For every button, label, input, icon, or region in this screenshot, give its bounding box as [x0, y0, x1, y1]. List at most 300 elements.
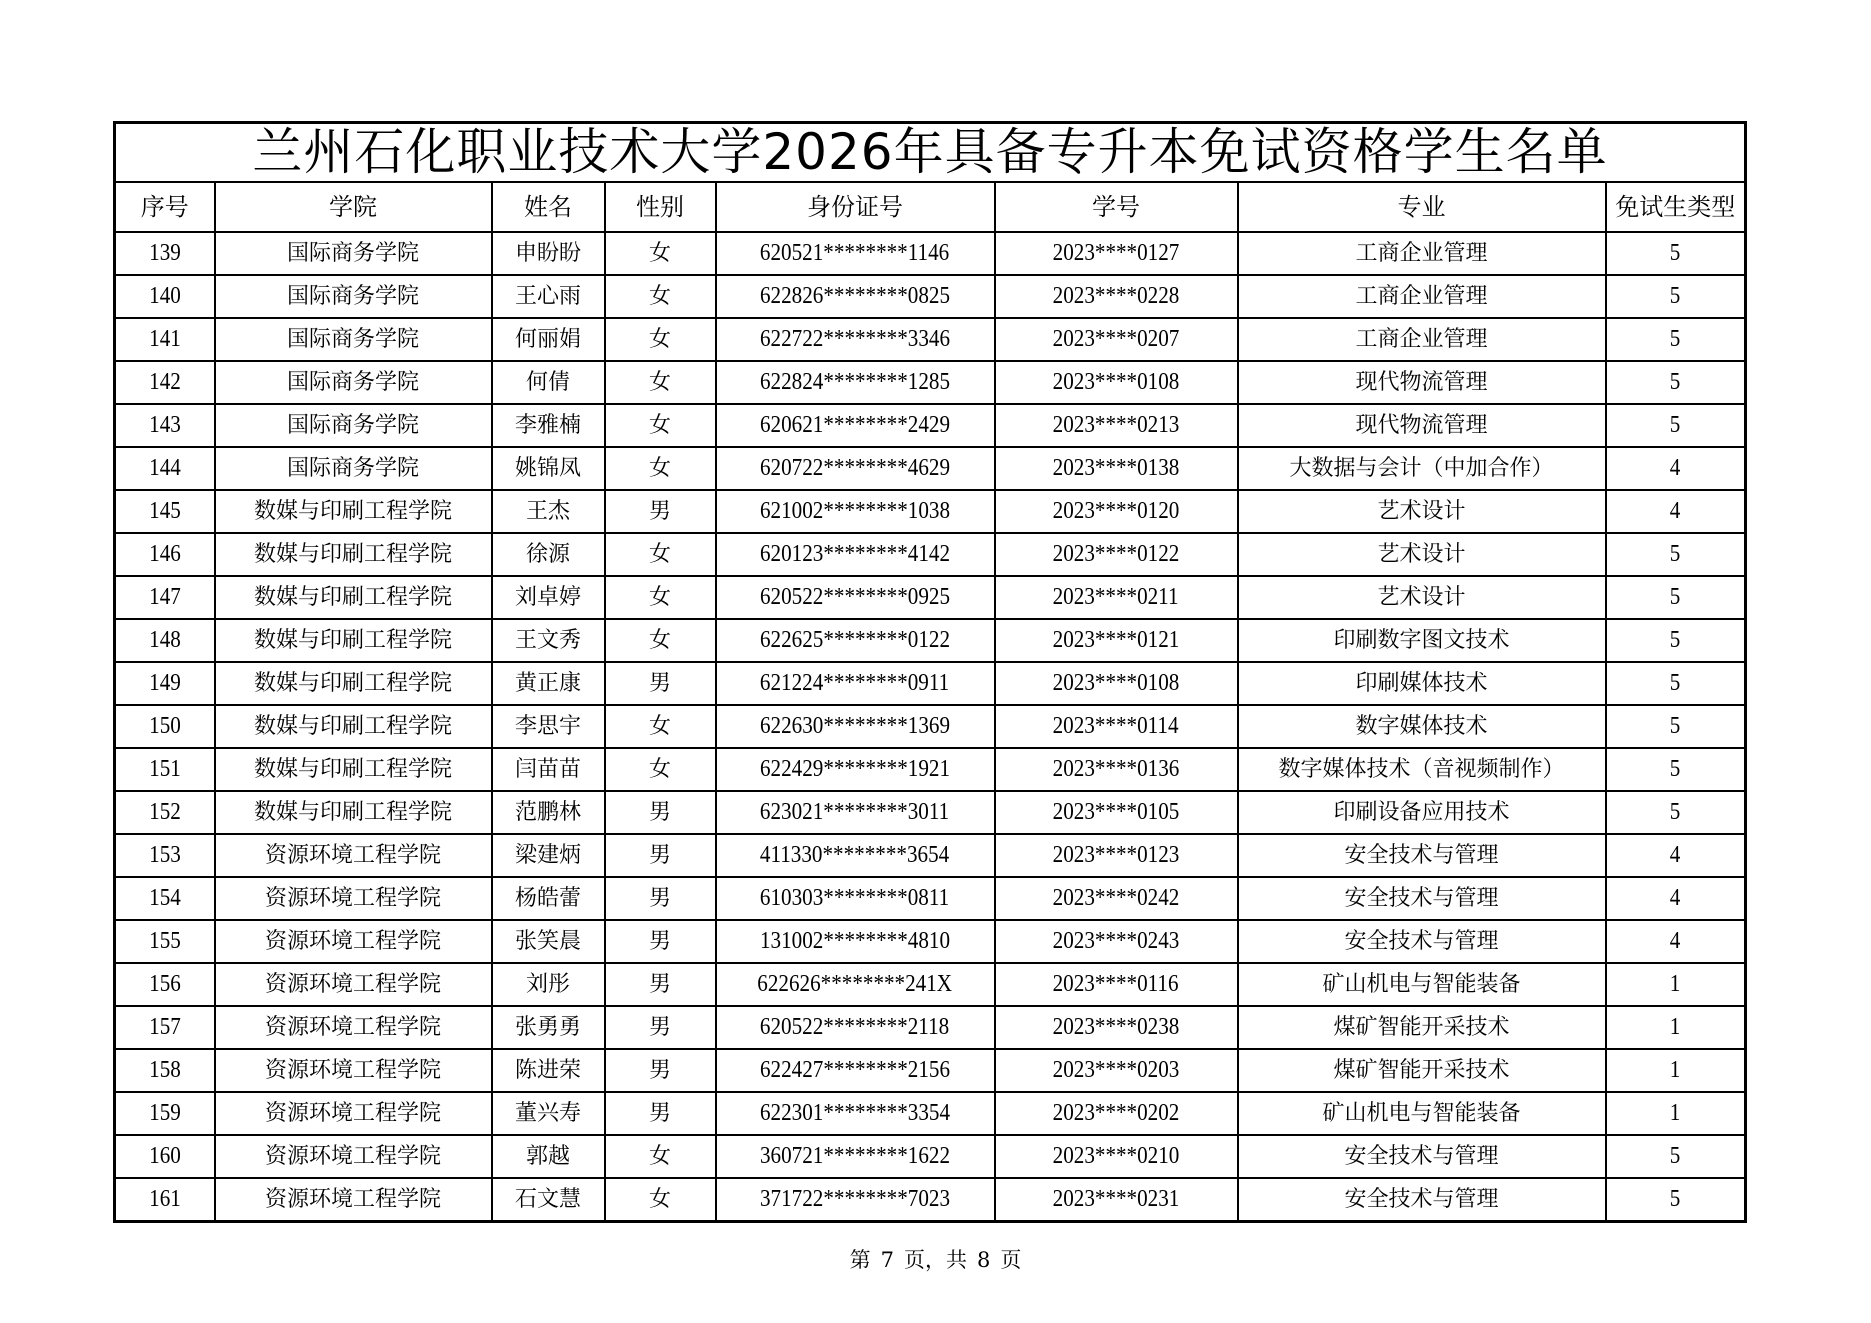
cell-id-card	[716, 920, 995, 963]
table-row	[115, 705, 1746, 748]
cell-student-no-text: 2023****0136	[1052, 756, 1180, 782]
cell-student-no-text: 2023****0211	[1053, 584, 1179, 610]
cell-major: 印刷设备应用技术	[1238, 791, 1606, 834]
cell-major: 现代物流管理	[1238, 404, 1606, 447]
cell-name: 王文秀	[492, 619, 605, 662]
cell-college: 国际商务学院	[215, 318, 492, 361]
cell-id-card-text: 622625********0122	[759, 627, 951, 653]
cell-student-no-text: 2023****0213	[1052, 412, 1180, 438]
cell-major: 矿山机电与智能装备	[1238, 1092, 1606, 1135]
cell-name: 陈进荣	[492, 1049, 605, 1092]
cell-id-card-text: 620522********2118	[760, 1014, 950, 1040]
cell-major: 安全技术与管理	[1238, 834, 1606, 877]
cell-exemption-type	[1606, 748, 1746, 791]
cell-exemption-type	[1606, 963, 1746, 1006]
table-row	[115, 662, 1746, 705]
cell-student-no	[995, 619, 1238, 662]
cell-id-card-text: 411330********3654	[760, 842, 950, 868]
cell-exemption-type-text: 5	[1669, 670, 1681, 696]
cell-college: 资源环境工程学院	[215, 1049, 492, 1092]
cell-seq-text: 150	[148, 713, 181, 739]
table-row	[115, 920, 1746, 963]
cell-exemption-type-text: 5	[1669, 326, 1681, 352]
cell-major: 工商企业管理	[1238, 318, 1606, 361]
cell-gender: 女	[605, 705, 716, 748]
cell-exemption-type-text: 1	[1669, 971, 1681, 997]
cell-seq-text: 146	[148, 541, 181, 567]
cell-seq-text: 148	[148, 627, 181, 653]
cell-major: 艺术设计	[1238, 576, 1606, 619]
cell-gender: 女	[605, 318, 716, 361]
cell-gender: 女	[605, 1178, 716, 1222]
cell-seq-text: 159	[148, 1100, 181, 1126]
cell-gender: 男	[605, 490, 716, 533]
cell-gender: 男	[605, 877, 716, 920]
cell-exemption-type	[1606, 1006, 1746, 1049]
cell-major: 矿山机电与智能装备	[1238, 963, 1606, 1006]
cell-student-no-text: 2023****0202	[1052, 1100, 1180, 1126]
cell-id-card	[716, 834, 995, 877]
cell-id-card	[716, 748, 995, 791]
cell-id-card-text: 622626********241X	[757, 971, 953, 997]
cell-exemption-type	[1606, 1092, 1746, 1135]
cell-student-no-text: 2023****0231	[1052, 1186, 1180, 1212]
cell-exemption-type-text: 4	[1669, 455, 1681, 481]
table-row	[115, 533, 1746, 576]
cell-id-card-text: 622826********0825	[759, 283, 951, 309]
cell-exemption-type-text: 5	[1669, 283, 1681, 309]
column-header-major: 专业	[1238, 182, 1606, 232]
cell-seq-text: 155	[148, 928, 181, 954]
cell-major: 印刷媒体技术	[1238, 662, 1606, 705]
cell-college: 数媒与印刷工程学院	[215, 619, 492, 662]
column-header-student-no: 学号	[995, 182, 1238, 232]
cell-gender: 女	[605, 619, 716, 662]
cell-name: 闫苗苗	[492, 748, 605, 791]
title-row	[115, 123, 1746, 183]
cell-id-card	[716, 361, 995, 404]
cell-seq	[115, 533, 215, 576]
table-row	[115, 361, 1746, 404]
cell-exemption-type	[1606, 490, 1746, 533]
cell-seq-text: 160	[148, 1143, 181, 1169]
cell-exemption-type-text: 1	[1669, 1057, 1681, 1083]
cell-student-no	[995, 275, 1238, 318]
cell-student-no	[995, 1049, 1238, 1092]
cell-student-no-text: 2023****0243	[1052, 928, 1180, 954]
table-row	[115, 318, 1746, 361]
cell-student-no-text: 2023****0228	[1052, 283, 1180, 309]
cell-student-no	[995, 404, 1238, 447]
cell-college: 资源环境工程学院	[215, 1135, 492, 1178]
table-row	[115, 748, 1746, 791]
cell-exemption-type-text: 5	[1669, 541, 1681, 567]
cell-student-no-text: 2023****0105	[1052, 799, 1180, 825]
cell-college: 资源环境工程学院	[215, 1092, 492, 1135]
cell-exemption-type-text: 1	[1669, 1014, 1681, 1040]
cell-seq	[115, 232, 215, 275]
cell-name: 王杰	[492, 490, 605, 533]
cell-seq	[115, 1092, 215, 1135]
cell-id-card-text: 610303********0811	[760, 885, 950, 911]
cell-major: 数字媒体技术（音视频制作）	[1238, 748, 1606, 791]
cell-id-card	[716, 1135, 995, 1178]
cell-major: 艺术设计	[1238, 533, 1606, 576]
cell-id-card-text: 131002********4810	[759, 928, 951, 954]
cell-seq-text: 156	[148, 971, 181, 997]
cell-student-no-text: 2023****0108	[1052, 369, 1180, 395]
cell-exemption-type	[1606, 834, 1746, 877]
cell-id-card	[716, 232, 995, 275]
cell-student-no-text: 2023****0238	[1052, 1014, 1180, 1040]
cell-seq-text: 157	[148, 1014, 181, 1040]
cell-id-card	[716, 963, 995, 1006]
cell-name: 王心雨	[492, 275, 605, 318]
cell-exemption-type-text: 1	[1669, 1100, 1681, 1126]
cell-gender: 女	[605, 576, 716, 619]
cell-college: 数媒与印刷工程学院	[215, 662, 492, 705]
cell-gender: 男	[605, 1049, 716, 1092]
cell-name: 李雅楠	[492, 404, 605, 447]
cell-exemption-type	[1606, 920, 1746, 963]
cell-seq	[115, 361, 215, 404]
cell-major: 安全技术与管理	[1238, 1135, 1606, 1178]
cell-exemption-type-text: 5	[1669, 240, 1681, 266]
cell-student-no	[995, 232, 1238, 275]
cell-student-no	[995, 576, 1238, 619]
cell-seq	[115, 275, 215, 318]
table-row	[115, 490, 1746, 533]
footer-total-pages: 8	[977, 1248, 991, 1272]
cell-exemption-type	[1606, 1178, 1746, 1222]
cell-name: 张笑晨	[492, 920, 605, 963]
cell-major: 安全技术与管理	[1238, 877, 1606, 920]
cell-exemption-type-text: 5	[1669, 713, 1681, 739]
cell-name: 范鹏林	[492, 791, 605, 834]
cell-major: 艺术设计	[1238, 490, 1606, 533]
cell-college: 资源环境工程学院	[215, 834, 492, 877]
header-row	[115, 182, 1746, 232]
cell-name: 姚锦凤	[492, 447, 605, 490]
cell-major: 煤矿智能开采技术	[1238, 1006, 1606, 1049]
table-row	[115, 834, 1746, 877]
cell-seq-text: 161	[148, 1186, 181, 1212]
footer-suffix: 页	[1000, 1248, 1022, 1272]
cell-seq-text: 152	[148, 799, 181, 825]
cell-student-no	[995, 533, 1238, 576]
cell-seq-text: 143	[148, 412, 181, 438]
cell-student-no-text: 2023****0120	[1052, 498, 1180, 524]
cell-student-no-text: 2023****0108	[1052, 670, 1180, 696]
cell-exemption-type	[1606, 877, 1746, 920]
cell-seq	[115, 318, 215, 361]
student-roster-table	[113, 121, 1747, 1223]
cell-exemption-type	[1606, 533, 1746, 576]
cell-seq	[115, 1006, 215, 1049]
cell-gender: 男	[605, 963, 716, 1006]
cell-id-card-text: 620522********0925	[759, 584, 951, 610]
cell-gender: 女	[605, 361, 716, 404]
table-row	[115, 404, 1746, 447]
cell-student-no-text: 2023****0122	[1052, 541, 1180, 567]
cell-gender: 男	[605, 1092, 716, 1135]
cell-student-no-text: 2023****0207	[1052, 326, 1180, 352]
cell-exemption-type-text: 5	[1669, 756, 1681, 782]
cell-name: 刘卓婷	[492, 576, 605, 619]
cell-seq	[115, 877, 215, 920]
cell-student-no	[995, 361, 1238, 404]
footer-current-page: 7	[880, 1248, 894, 1272]
cell-id-card-text: 622722********3346	[759, 326, 951, 352]
cell-id-card	[716, 791, 995, 834]
cell-major: 工商企业管理	[1238, 275, 1606, 318]
cell-gender: 女	[605, 447, 716, 490]
cell-id-card-text: 620621********2429	[759, 412, 951, 438]
cell-id-card-text: 620722********4629	[759, 455, 951, 481]
cell-id-card	[716, 1049, 995, 1092]
cell-exemption-type	[1606, 232, 1746, 275]
cell-exemption-type-text: 4	[1669, 885, 1681, 911]
cell-seq-text: 147	[148, 584, 181, 610]
cell-id-card-text: 620521********1146	[760, 240, 950, 266]
cell-seq	[115, 662, 215, 705]
cell-gender: 女	[605, 275, 716, 318]
column-header-gender: 性别	[605, 182, 716, 232]
cell-college: 国际商务学院	[215, 361, 492, 404]
cell-student-no-text: 2023****0114	[1053, 713, 1179, 739]
table-row	[115, 232, 1746, 275]
cell-seq	[115, 619, 215, 662]
cell-exemption-type	[1606, 404, 1746, 447]
cell-college: 资源环境工程学院	[215, 1178, 492, 1222]
cell-student-no-text: 2023****0127	[1052, 240, 1180, 266]
cell-college: 数媒与印刷工程学院	[215, 748, 492, 791]
table-row	[115, 791, 1746, 834]
table-row	[115, 275, 1746, 318]
cell-student-no	[995, 963, 1238, 1006]
cell-id-card-text: 622427********2156	[759, 1057, 951, 1083]
cell-seq-text: 158	[148, 1057, 181, 1083]
cell-gender: 女	[605, 748, 716, 791]
cell-exemption-type	[1606, 576, 1746, 619]
cell-id-card-text: 622630********1369	[759, 713, 951, 739]
cell-gender: 女	[605, 533, 716, 576]
cell-exemption-type	[1606, 791, 1746, 834]
cell-student-no	[995, 834, 1238, 877]
cell-seq-text: 154	[148, 885, 181, 911]
cell-college: 数媒与印刷工程学院	[215, 705, 492, 748]
cell-gender: 男	[605, 920, 716, 963]
cell-student-no	[995, 1135, 1238, 1178]
table-row	[115, 1135, 1746, 1178]
cell-college: 资源环境工程学院	[215, 877, 492, 920]
column-header-seq: 序号	[115, 182, 215, 232]
cell-exemption-type	[1606, 619, 1746, 662]
cell-id-card-text: 621224********0911	[760, 670, 950, 696]
cell-college: 资源环境工程学院	[215, 963, 492, 1006]
cell-id-card	[716, 318, 995, 361]
cell-exemption-type-text: 5	[1669, 627, 1681, 653]
cell-seq-text: 145	[148, 498, 181, 524]
cell-id-card-text: 622301********3354	[759, 1100, 951, 1126]
cell-id-card	[716, 662, 995, 705]
cell-college: 数媒与印刷工程学院	[215, 533, 492, 576]
cell-id-card-text: 371722********7023	[759, 1186, 951, 1212]
cell-student-no-text: 2023****0138	[1052, 455, 1180, 481]
cell-id-card-text: 623021********3011	[760, 799, 950, 825]
cell-exemption-type	[1606, 1049, 1746, 1092]
cell-seq	[115, 920, 215, 963]
cell-exemption-type-text: 5	[1669, 1143, 1681, 1169]
cell-seq	[115, 404, 215, 447]
table-row	[115, 963, 1746, 1006]
cell-student-no	[995, 490, 1238, 533]
cell-exemption-type-text: 5	[1669, 799, 1681, 825]
cell-exemption-type-text: 4	[1669, 498, 1681, 524]
cell-college: 国际商务学院	[215, 404, 492, 447]
cell-college: 数媒与印刷工程学院	[215, 490, 492, 533]
cell-id-card	[716, 490, 995, 533]
cell-name: 郭越	[492, 1135, 605, 1178]
cell-student-no	[995, 1006, 1238, 1049]
cell-seq	[115, 1135, 215, 1178]
cell-student-no-text: 2023****0203	[1052, 1057, 1180, 1083]
cell-exemption-type-text: 4	[1669, 928, 1681, 954]
cell-name: 董兴寿	[492, 1092, 605, 1135]
table-row	[115, 619, 1746, 662]
cell-gender: 男	[605, 662, 716, 705]
cell-student-no-text: 2023****0242	[1052, 885, 1180, 911]
cell-name: 杨皓蕾	[492, 877, 605, 920]
table-body	[115, 232, 1746, 1222]
cell-student-no	[995, 1178, 1238, 1222]
cell-id-card	[716, 576, 995, 619]
cell-seq-text: 142	[148, 369, 181, 395]
cell-student-no-text: 2023****0210	[1052, 1143, 1180, 1169]
cell-college: 国际商务学院	[215, 275, 492, 318]
cell-exemption-type	[1606, 1135, 1746, 1178]
column-header-name: 姓名	[492, 182, 605, 232]
cell-name: 梁建炳	[492, 834, 605, 877]
cell-id-card	[716, 1092, 995, 1135]
cell-student-no	[995, 318, 1238, 361]
cell-student-no	[995, 877, 1238, 920]
cell-name: 何丽娟	[492, 318, 605, 361]
cell-exemption-type	[1606, 705, 1746, 748]
cell-exemption-type	[1606, 447, 1746, 490]
column-header-exemption-type: 免试生类型	[1606, 182, 1746, 232]
page-footer	[0, 1246, 1871, 1274]
footer-middle: 页，共	[904, 1248, 967, 1272]
cell-name: 刘彤	[492, 963, 605, 1006]
table-row	[115, 877, 1746, 920]
column-header-college: 学院	[215, 182, 492, 232]
cell-exemption-type-text: 5	[1669, 584, 1681, 610]
cell-id-card	[716, 1006, 995, 1049]
cell-college: 资源环境工程学院	[215, 920, 492, 963]
cell-major: 安全技术与管理	[1238, 920, 1606, 963]
cell-id-card	[716, 447, 995, 490]
cell-exemption-type	[1606, 275, 1746, 318]
cell-student-no	[995, 705, 1238, 748]
cell-exemption-type-text: 5	[1669, 412, 1681, 438]
cell-student-no	[995, 791, 1238, 834]
cell-major: 大数据与会计（中加合作）	[1238, 447, 1606, 490]
table-row	[115, 1178, 1746, 1222]
cell-student-no	[995, 662, 1238, 705]
cell-student-no-text: 2023****0116	[1053, 971, 1179, 997]
cell-id-card-text: 622824********1285	[759, 369, 951, 395]
cell-exemption-type	[1606, 318, 1746, 361]
cell-gender: 男	[605, 1006, 716, 1049]
cell-seq	[115, 748, 215, 791]
cell-college: 国际商务学院	[215, 232, 492, 275]
cell-seq-text: 144	[148, 455, 181, 481]
cell-exemption-type	[1606, 662, 1746, 705]
cell-name: 李思宇	[492, 705, 605, 748]
cell-major: 工商企业管理	[1238, 232, 1606, 275]
cell-student-no	[995, 748, 1238, 791]
cell-seq	[115, 447, 215, 490]
cell-id-card	[716, 1178, 995, 1222]
cell-seq-text: 139	[148, 240, 181, 266]
cell-seq-text: 140	[148, 283, 181, 309]
table-row	[115, 576, 1746, 619]
cell-seq-text: 149	[148, 670, 181, 696]
cell-student-no	[995, 447, 1238, 490]
cell-gender: 女	[605, 404, 716, 447]
cell-student-no	[995, 920, 1238, 963]
cell-seq-text: 153	[148, 842, 181, 868]
cell-name: 徐源	[492, 533, 605, 576]
cell-student-no-text: 2023****0123	[1052, 842, 1180, 868]
cell-id-card	[716, 275, 995, 318]
cell-gender: 男	[605, 834, 716, 877]
cell-id-card	[716, 705, 995, 748]
cell-seq-text: 141	[148, 326, 181, 352]
cell-id-card	[716, 877, 995, 920]
column-header-id-card: 身份证号	[716, 182, 995, 232]
cell-name: 黄正康	[492, 662, 605, 705]
cell-student-no	[995, 1092, 1238, 1135]
cell-seq	[115, 576, 215, 619]
table-row	[115, 1092, 1746, 1135]
cell-major: 印刷数字图文技术	[1238, 619, 1606, 662]
cell-id-card-text: 621002********1038	[759, 498, 951, 524]
cell-name: 申盼盼	[492, 232, 605, 275]
cell-exemption-type-text: 5	[1669, 1186, 1681, 1212]
cell-gender: 女	[605, 232, 716, 275]
cell-name: 张勇勇	[492, 1006, 605, 1049]
cell-id-card-text: 622429********1921	[759, 756, 951, 782]
cell-id-card	[716, 619, 995, 662]
cell-seq-text: 151	[148, 756, 181, 782]
cell-major: 煤矿智能开采技术	[1238, 1049, 1606, 1092]
cell-seq	[115, 1178, 215, 1222]
cell-student-no-text: 2023****0121	[1052, 627, 1180, 653]
document-title: 兰州石化职业技术大学2026年具备专升本免试资格学生名单	[115, 123, 1746, 183]
cell-major: 数字媒体技术	[1238, 705, 1606, 748]
footer-prefix: 第	[849, 1248, 871, 1272]
cell-id-card-text: 360721********1622	[759, 1143, 951, 1169]
cell-id-card	[716, 533, 995, 576]
table-row	[115, 1049, 1746, 1092]
cell-name: 石文慧	[492, 1178, 605, 1222]
cell-seq	[115, 791, 215, 834]
cell-seq	[115, 490, 215, 533]
cell-exemption-type	[1606, 361, 1746, 404]
cell-exemption-type-text: 4	[1669, 842, 1681, 868]
